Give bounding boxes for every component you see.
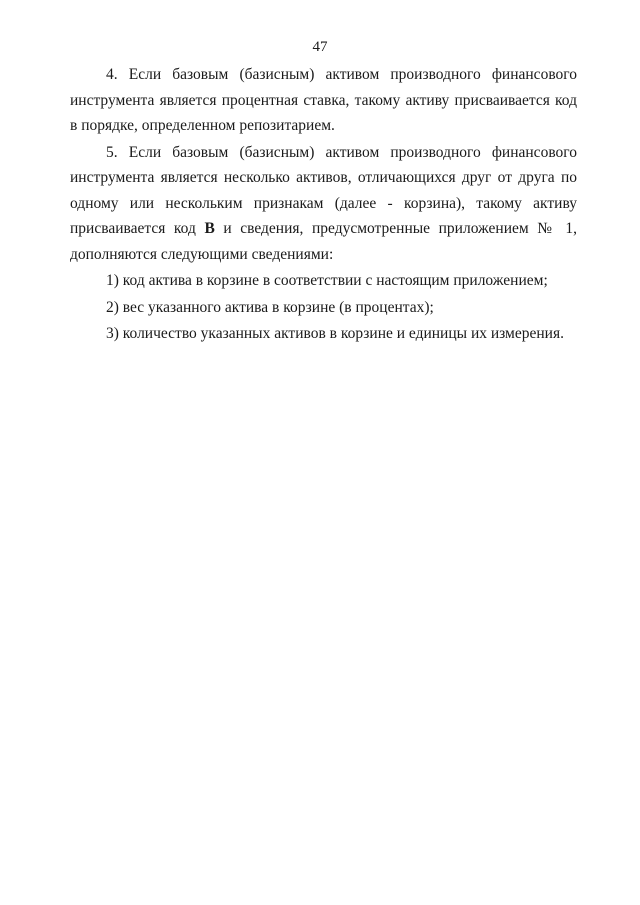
paragraph-item-5	[70, 140, 577, 268]
document-body	[70, 62, 577, 348]
asset-code-letter: B	[204, 220, 215, 237]
list-item-3: 3) количество указанных активов в корзине и единицы их измерения.	[106, 325, 564, 342]
paragraph-item-5-text-start: 5. Если базовым (базисным) активом производного финансового инструмента является несколько активов, отличающихся друг от друга по одному или нескольким признакам (далее - корзина), такому активу присваивается код	[70, 143, 577, 237]
list-item-2: 2) вес указанного актива в корзине (в процентах);	[106, 298, 434, 316]
paragraph-item-4: 4. Если базовым (базисным) активом производного финансового инструмента является процентная ставка, такому активу присваивается код в порядке, определенном репозитарием.	[70, 66, 577, 134]
paragraph-item-5-text-end: и сведения, предусмотренные приложением № 1, дополняются следующими сведениями:	[70, 220, 577, 263]
page-number: 47	[312, 39, 328, 55]
list-item-1: 1) код актива в корзине в соответствии с настоящим приложением;	[106, 272, 548, 289]
